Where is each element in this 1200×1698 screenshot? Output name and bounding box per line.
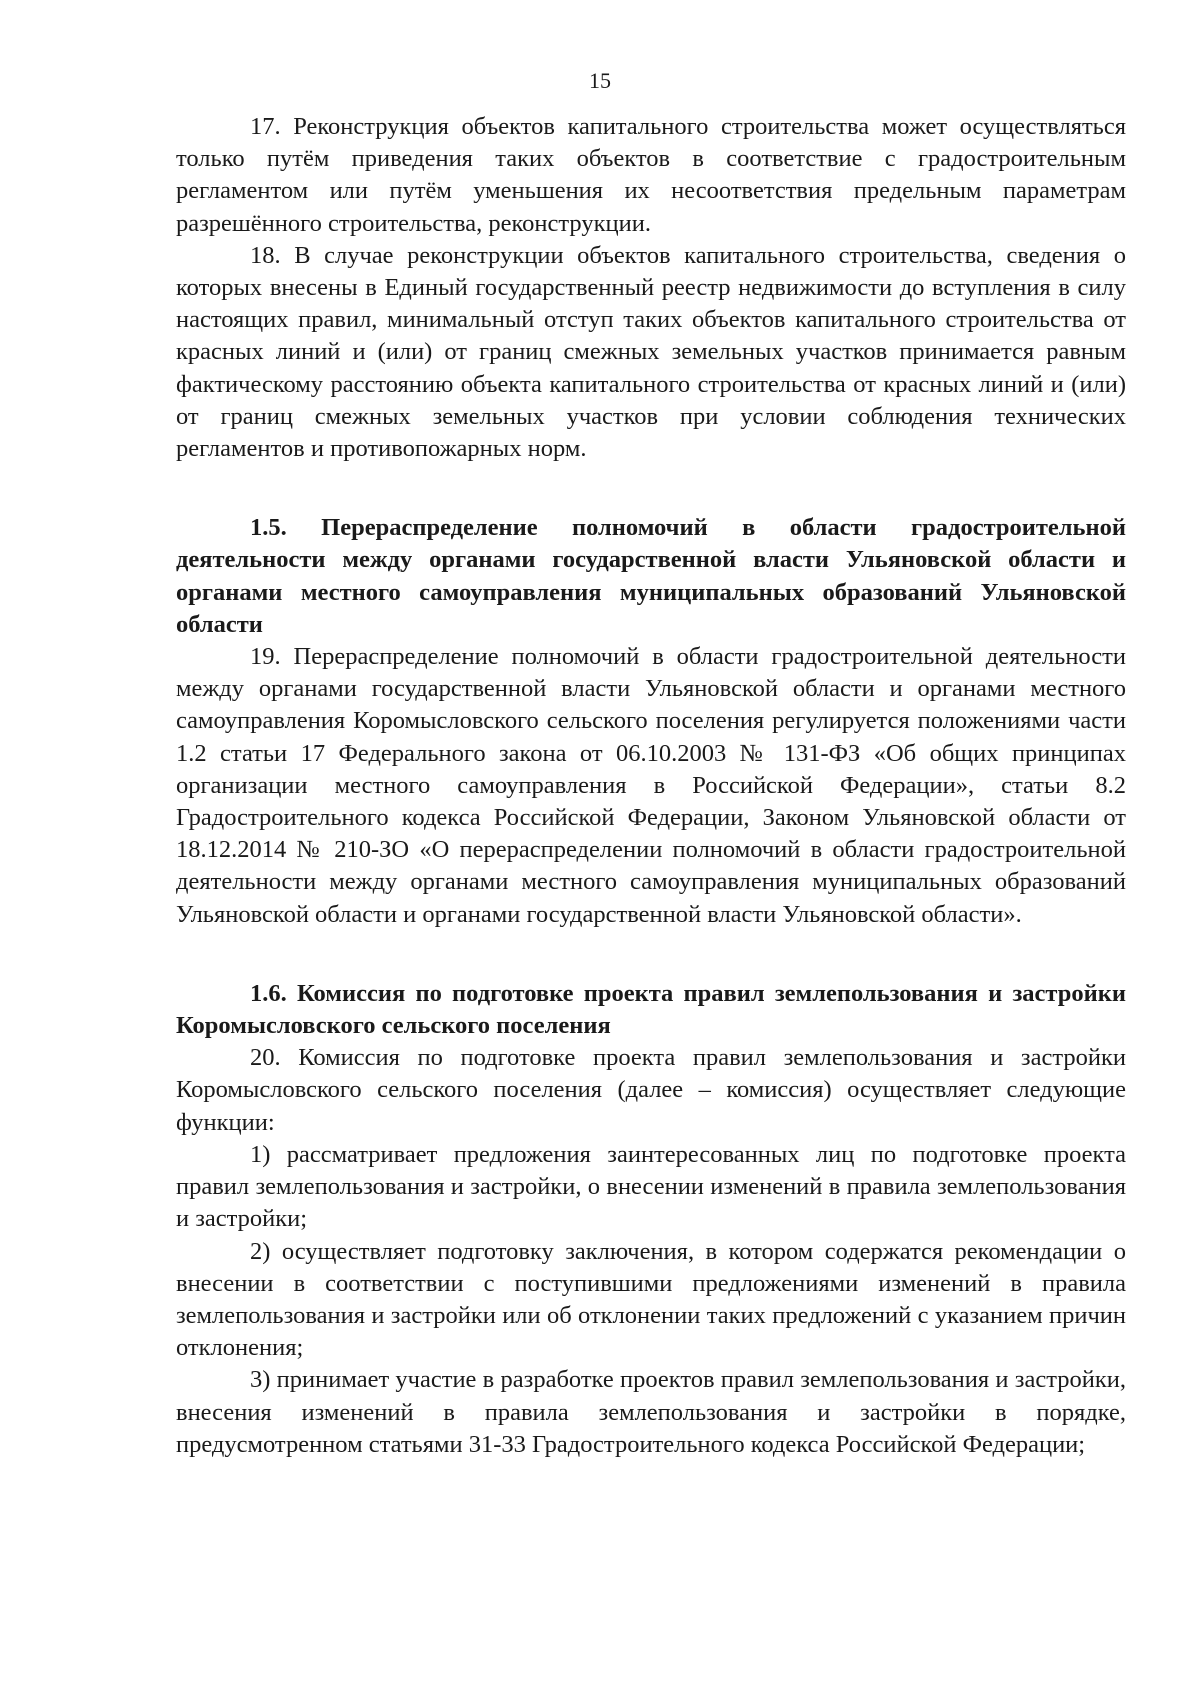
- list-item-3: 3) принимает участие в разработке проектов правил землепользования и застройки, внесения изменений в правила землепользования и застройки в порядке, предусмотренном статьями 31-33 Градостроительного кодекса Российской Федерации;: [176, 1366, 1126, 1458]
- section-heading-1-5: 1.5. Перераспределение полномочий в области градостроительной деятельности между органами государственной власти Ульяновской области и органами местного самоуправления муниципальных образований Ульяновской области: [176, 514, 1126, 638]
- paragraph-18: 18. В случае реконструкции объектов капитального строительства, сведения о которых внесены в Единый государственный реестр недвижимости до вступления в силу настоящих правил, минимальный отступ таких объектов капитального строительства от красных линий и (или) от границ смежных земельных участков принимается равным фактическому расстоянию объекта капитального строительства от красных линий и (или) от границ смежных земельных участков при условии соблюдения технических регламентов и противопожарных норм.: [176, 241, 1126, 463]
- section-heading-1-6: 1.6. Комиссия по подготовке проекта правил землепользования и застройки Коромысловского сельского поселения: [176, 979, 1126, 1040]
- section-spacer: [176, 931, 1126, 978]
- paragraph-20: 20. Комиссия по подготовке проекта правил землепользования и застройки Коромысловского сельского поселения (далее – комиссия) осуществляет следующие функции:: [176, 1044, 1126, 1136]
- page-body: [176, 111, 1126, 1461]
- list-item-1: 1) рассматривает предложения заинтересованных лиц по подготовке проекта правил землепользования и застройки, о внесении изменений в правила землепользования и застройки;: [176, 1140, 1126, 1233]
- paragraph-19: 19. Перераспределение полномочий в области градостроительной деятельности между органами государственной власти Ульяновской области и органами местного самоуправления Коромысловского сельского поселения регулируется положениями части 1.2 статьи 17 Федерального закона от 06.10.2003 № 131-ФЗ «Об общих принципах организации местного самоуправления в Российской Федерации», статьи 8.2 Градостроительного кодекса Российской Федерации, Законом Ульяновской области от 18.12.2014 № 210-ЗО «О перераспределении полномочий в области градостроительной деятельности между органами местного самоуправления муниципальных образований Ульяновской области и органами государственной власти Ульяновской области».: [176, 643, 1126, 928]
- paragraph-17: 17. Реконструкция объектов капитального строительства может осуществляться только путём приведения таких объектов в соответствие с градостроительным регламентом или путём уменьшения их несоответствия предельным параметрам разрешённого строительства, реконструкции.: [176, 113, 1126, 237]
- page-number: 15: [589, 68, 611, 93]
- list-item-2: 2) осуществляет подготовку заключения, в котором содержатся рекомендации о внесении в соответствии с поступившими предложениями изменений в правила землепользования и застройки или об отклонении таких предложений с указанием причин отклонения;: [176, 1237, 1126, 1362]
- section-spacer: [176, 465, 1126, 512]
